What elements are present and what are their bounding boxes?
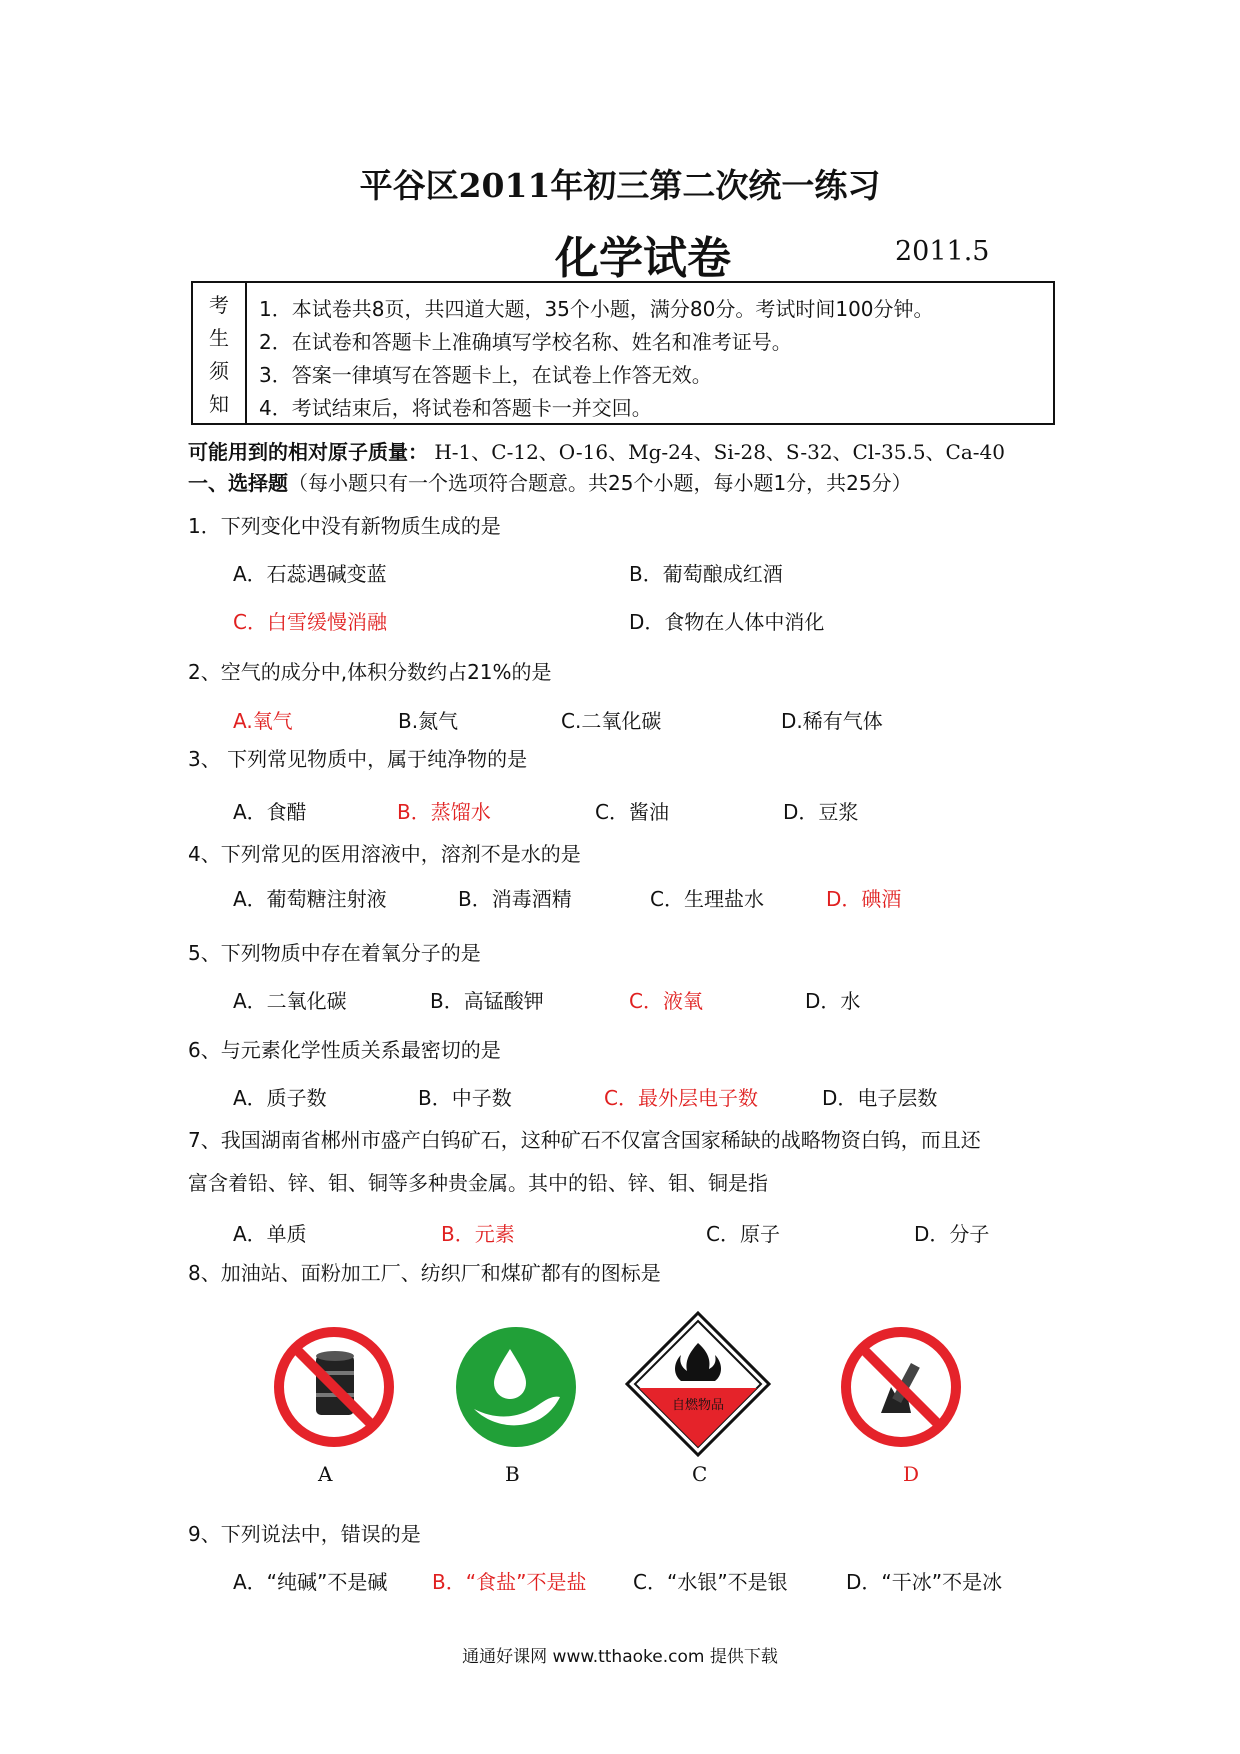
option-c-answer: C．白雪缓慢消融: [233, 610, 387, 634]
sign-a-label: A: [318, 1462, 333, 1486]
option-a: A．单质: [233, 1222, 307, 1246]
notice-label-char: 生: [209, 326, 229, 350]
footer: 通通好课网 www.tthaoke.com 提供下载: [462, 1647, 778, 1667]
option-b-answer: B．元素: [441, 1222, 515, 1246]
option-c: C.二氧化碳: [561, 709, 662, 733]
option-b: B．消毒酒精: [458, 887, 572, 911]
option-d: D.稀有气体: [781, 709, 883, 733]
notice-label-char: 知: [209, 392, 229, 416]
option-c-answer: C．液氧: [629, 989, 703, 1013]
option-a: A．食醋: [233, 800, 307, 824]
option-a: A．葡萄糖注射液: [233, 887, 387, 911]
notice-item: 4．考试结束后，将试卷和答题卡一并交回。: [259, 396, 652, 420]
option-c: C．酱油: [595, 800, 669, 824]
option-d: D．分子: [914, 1222, 990, 1246]
option-a: A．“纯碱”不是碱: [233, 1570, 388, 1594]
atomic-mass-label: 可能用到的相对原子质量：: [188, 440, 428, 464]
notice-box: [191, 281, 1055, 425]
question-stem: 3、 下列常见物质中，属于纯净物的是: [188, 747, 528, 771]
section-title: 一、选择题: [188, 471, 288, 495]
sign-c-spontaneous-combustion-icon: [625, 1311, 771, 1457]
atomic-mass-line: [188, 436, 1005, 465]
sign-c-option-label: C: [692, 1462, 708, 1486]
atomic-mass-values: H-1、C-12、O-16、Mg-24、Si-28、S-32、Cl-35.5、Ca-40: [434, 440, 1005, 464]
option-b: B．中子数: [418, 1086, 512, 1110]
section-heading: [188, 467, 912, 496]
option-c: C．原子: [706, 1222, 780, 1246]
option-c: C．生理盐水: [650, 887, 764, 911]
question-stem: 6、与元素化学性质关系最密切的是: [188, 1038, 501, 1062]
option-d: D．电子层数: [822, 1086, 938, 1110]
option-d: D．食物在人体中消化: [629, 610, 825, 634]
question-stem: 9、下列说法中，错误的是: [188, 1522, 421, 1546]
notice-item: 3．答案一律填写在答题卡上，在试卷上作答无效。: [259, 363, 712, 387]
option-d: D．豆浆: [783, 800, 859, 824]
sign-c-label: 自燃物品: [671, 1398, 725, 1413]
sign-d-label-answer: D: [903, 1462, 920, 1486]
option-d: D．“干冰”不是冰: [846, 1570, 1003, 1594]
option-a: A．石蕊遇碱变蓝: [233, 562, 387, 586]
question-stem: 4、下列常见的医用溶液中，溶剂不是水的是: [188, 842, 581, 866]
option-d-answer: D．碘酒: [826, 887, 902, 911]
notice-item: 2．在试卷和答题卡上准确填写学校名称、姓名和准考证号。: [259, 330, 792, 354]
question-stem: 1．下列变化中没有新物质生成的是: [188, 514, 501, 538]
notice-label-char: 须: [209, 359, 229, 383]
exam-title: 平谷区2011年初三第二次统一练习: [359, 166, 881, 205]
option-b: B.氮气: [398, 709, 459, 733]
notice-item: 1．本试卷共8页，共四道大题，35个小题，满分80分。考试时间100分钟。: [259, 297, 934, 321]
option-b: B．高锰酸钾: [430, 989, 544, 1013]
option-d: D．水: [805, 989, 861, 1013]
sign-d-no-smoking-icon: [839, 1325, 963, 1449]
question-stem: 8、加油站、面粉加工厂、纺织厂和煤矿都有的图标是: [188, 1261, 661, 1285]
notice-label-char: 考: [209, 293, 229, 317]
question-stem: 2、空气的成分中,体积分数约占21%的是: [188, 660, 552, 684]
exam-subtitle: 化学试卷: [555, 233, 731, 284]
option-a-answer: A.氧气: [233, 709, 293, 733]
option-b-answer: B．蒸馏水: [397, 800, 491, 824]
option-a: A．质子数: [233, 1086, 327, 1110]
section-note: （每小题只有一个选项符合题意。共25个小题，每小题1分，共25分）: [288, 471, 912, 495]
sign-b-label: B: [505, 1462, 520, 1486]
option-a: A．二氧化碳: [233, 989, 347, 1013]
exam-date: 2011.5: [895, 236, 990, 267]
sign-b-water-saving-icon: [454, 1325, 578, 1449]
notice-items: [247, 283, 1053, 423]
option-c-answer: C．最外层电子数: [604, 1086, 758, 1110]
sign-a-no-oil-drum-icon: [272, 1325, 396, 1449]
notice-label: [193, 283, 247, 423]
option-b-answer: B．“食盐”不是盐: [432, 1570, 587, 1594]
question-stem-continued: 富含着铅、锌、钼、铜等多种贵金属。其中的铅、锌、钼、铜是指: [188, 1171, 768, 1195]
question-stem: 5、下列物质中存在着氧分子的是: [188, 941, 481, 965]
option-b: B．葡萄酿成红酒: [629, 562, 783, 586]
question-stem: 7、我国湖南省郴州市盛产白钨矿石，这种矿石不仅富含国家稀缺的战略物资白钨，而且还: [188, 1128, 981, 1152]
option-c: C．“水银”不是银: [633, 1570, 788, 1594]
